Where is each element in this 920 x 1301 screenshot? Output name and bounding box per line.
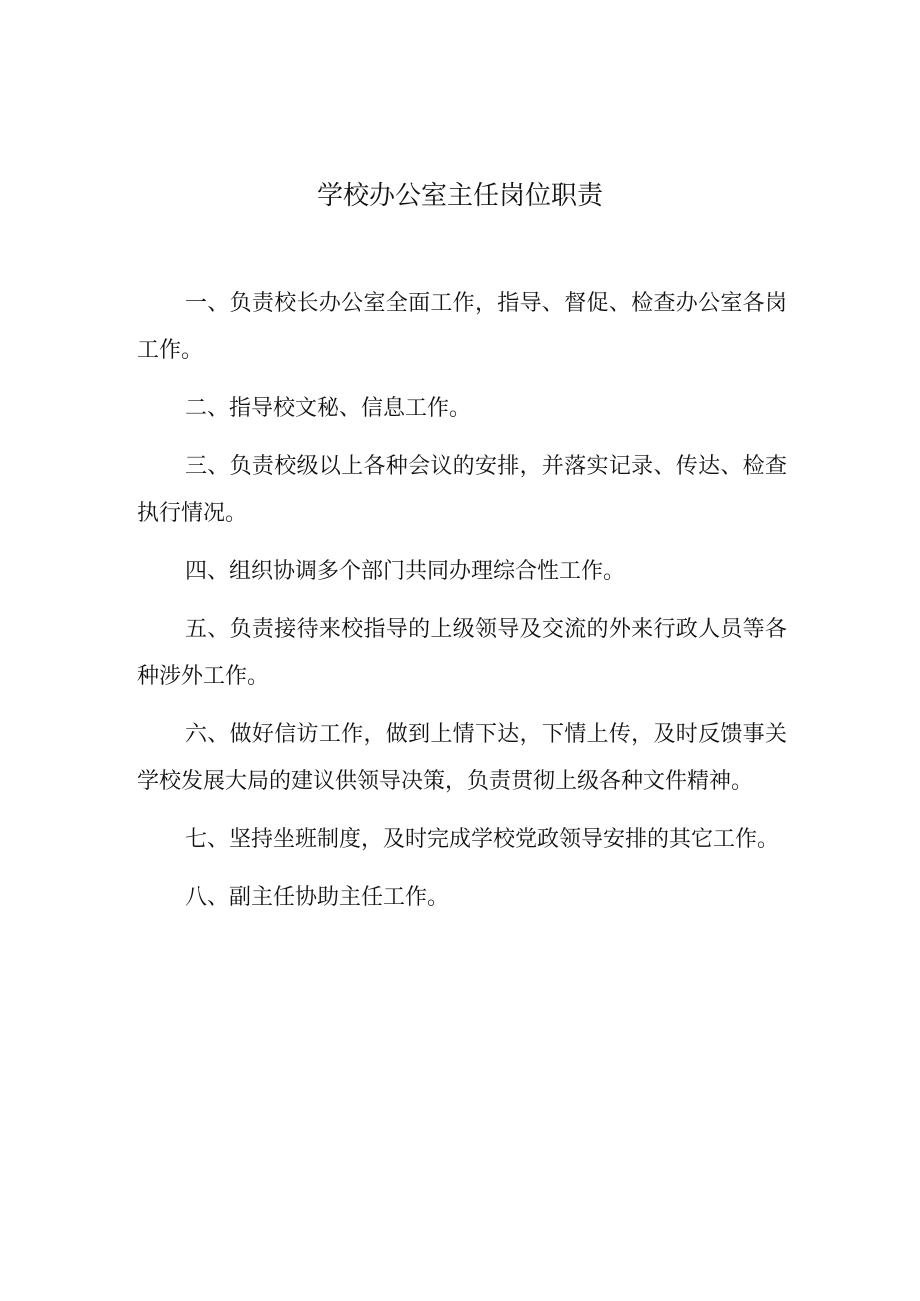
duty-item-1: 一、负责校长办公室全面工作，指导、督促、检查办公室各岗工作。 — [137, 291, 787, 363]
duty-item-8: 八、副主任协助主任工作。 — [185, 885, 450, 910]
duty-item-4: 四、组织协调多个部门共同办理综合性工作。 — [185, 559, 626, 584]
duty-item-7: 七、坚持坐班制度，及时完成学校党政领导安排的其它工作。 — [185, 827, 780, 852]
duty-item-3: 三、负责校级以上各种会议的安排，并落实记录、传达、检查执行情况。 — [137, 454, 787, 526]
document-title: 学校办公室主任岗位职责 — [316, 181, 603, 211]
document-body — [137, 280, 787, 932]
duty-item-5: 五、负责接待来校指导的上级领导及交流的外来行政人员等各种涉外工作。 — [137, 617, 787, 689]
duty-item-6: 六、做好信访工作，做到上情下达，下情上传，及时反馈事关学校发展大局的建议供领导决策，负责贯彻上级各种文件精神。 — [137, 722, 787, 794]
duty-item-2: 二、指导校文秘、信息工作。 — [185, 396, 472, 421]
